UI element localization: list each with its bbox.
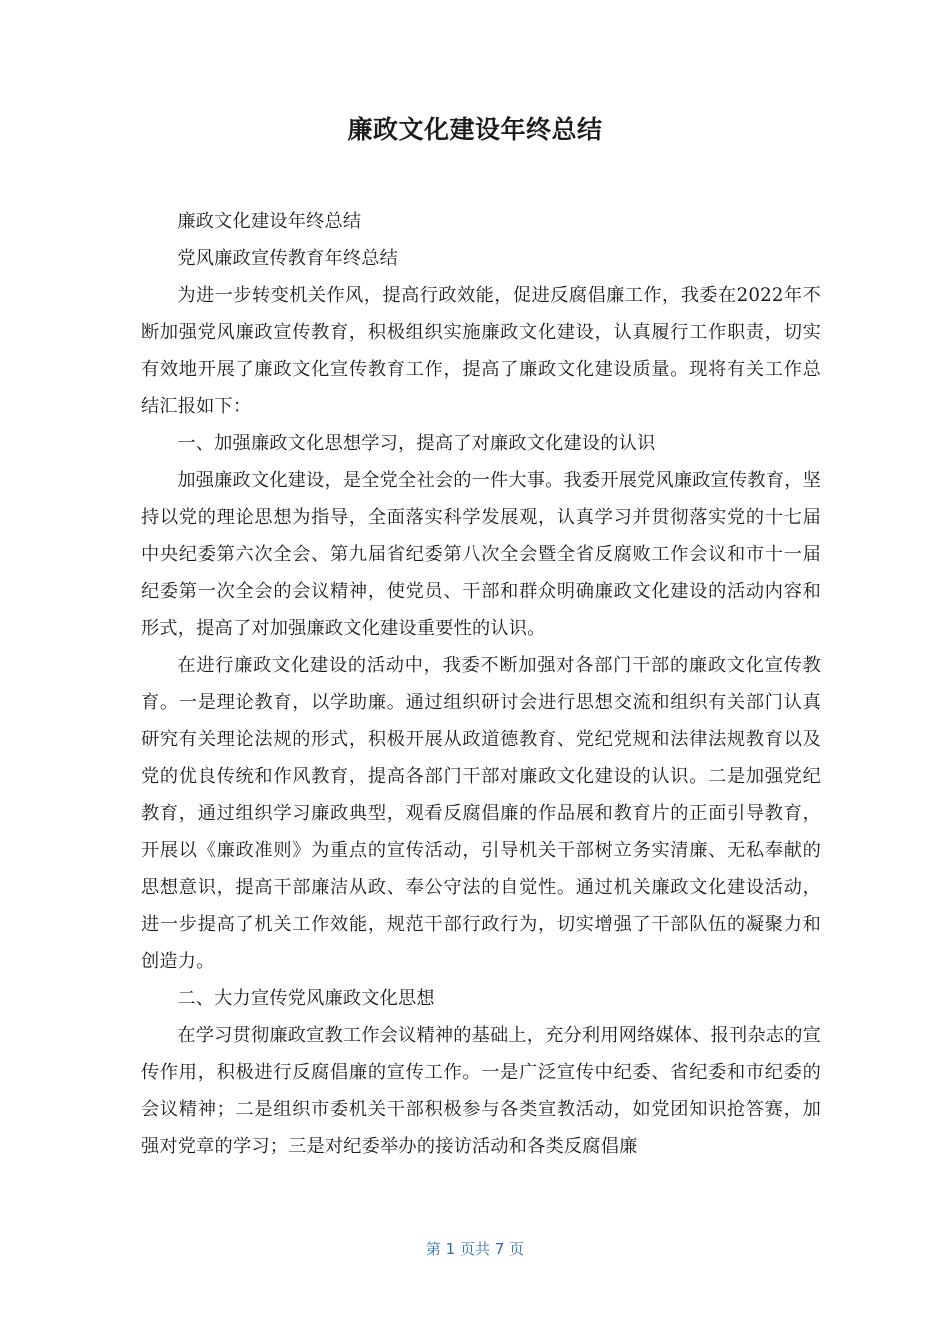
section-heading-1: 一、加强廉政文化思想学习，提高了对廉政文化建设的认识 bbox=[177, 433, 656, 454]
paragraph-subtitle: 廉政文化建设年终总结 bbox=[177, 211, 362, 232]
paragraph: 加强廉政文化建设，是全党全社会的一件大事。我委开展党风廉政宣传教育，坚持以党的理论思想为指导，全面落实科学发展观，认真学习并贯彻落实党的十七届中央纪委第六次全会、第九届省纪委第八次全会暨全省反腐败工作会议和市十一届纪委第一次全会的会议精神，使党员、干部和群众明确廉政文化建设的活动内容和形式，提高了对加强廉政文化建设重要性的认识。 bbox=[141, 470, 821, 639]
page-number-footer: 第 1 页共 7 页 bbox=[425, 1240, 525, 1258]
paragraph: 在进行廉政文化建设的活动中，我委不断加强对各部门干部的廉政文化宣传教育。一是理论教育，以学助廉。通过组织研讨会进行思想交流和组织有关部门认真研究有关理论法规的形式，积极开展从政道德教育、党纪党规和法律法规教育以及党的优良传统和作风教育，提高各部门干部对廉政文化建设的认识。二是加强党纪教育，通过组织学习廉政典型，观看反腐倡廉的作品展和教育片的正面引导教育，开展以《廉政准则》为重点的宣传活动，引导机关干部树立务实清廉、无私奉献的思想意识，提高干部廉洁从政、奉公守法的自觉性。通过机关廉政文化建设活动，进一步提高了机关工作效能，规范干部行政行为，切实增强了干部队伍的凝聚力和创造力。 bbox=[141, 655, 821, 972]
page-title: 廉政文化建设年终总结 bbox=[347, 115, 603, 144]
paragraph-intro: 为进一步转变机关作风，提高行政效能，促进反腐倡廉工作，我委在2022年不断加强党风廉政宣传教育，积极组织实施廉政文化建设，认真履行工作职责，切实有效地开展了廉政文化宣传教育工作，提高了廉政文化建设质量。现将有关工作总结汇报如下： bbox=[141, 285, 821, 417]
paragraph: 在学习贯彻廉政宣教工作会议精神的基础上，充分利用网络媒体、报刊杂志的宣传作用，积极进行反腐倡廉的宣传工作。一是广泛宣传中纪委、省纪委和市纪委的会议精神；二是组织市委机关干部积极参与各类宣教活动，如党团知识抢答赛，加强对党章的学习；三是对纪委举办的接访活动和各类反腐倡廉 bbox=[141, 1025, 821, 1157]
section-heading-2: 二、大力宣传党风廉政文化思想 bbox=[177, 988, 435, 1009]
paragraph-heading: 党风廉政宣传教育年终总结 bbox=[177, 248, 399, 269]
document-body bbox=[141, 203, 821, 1165]
